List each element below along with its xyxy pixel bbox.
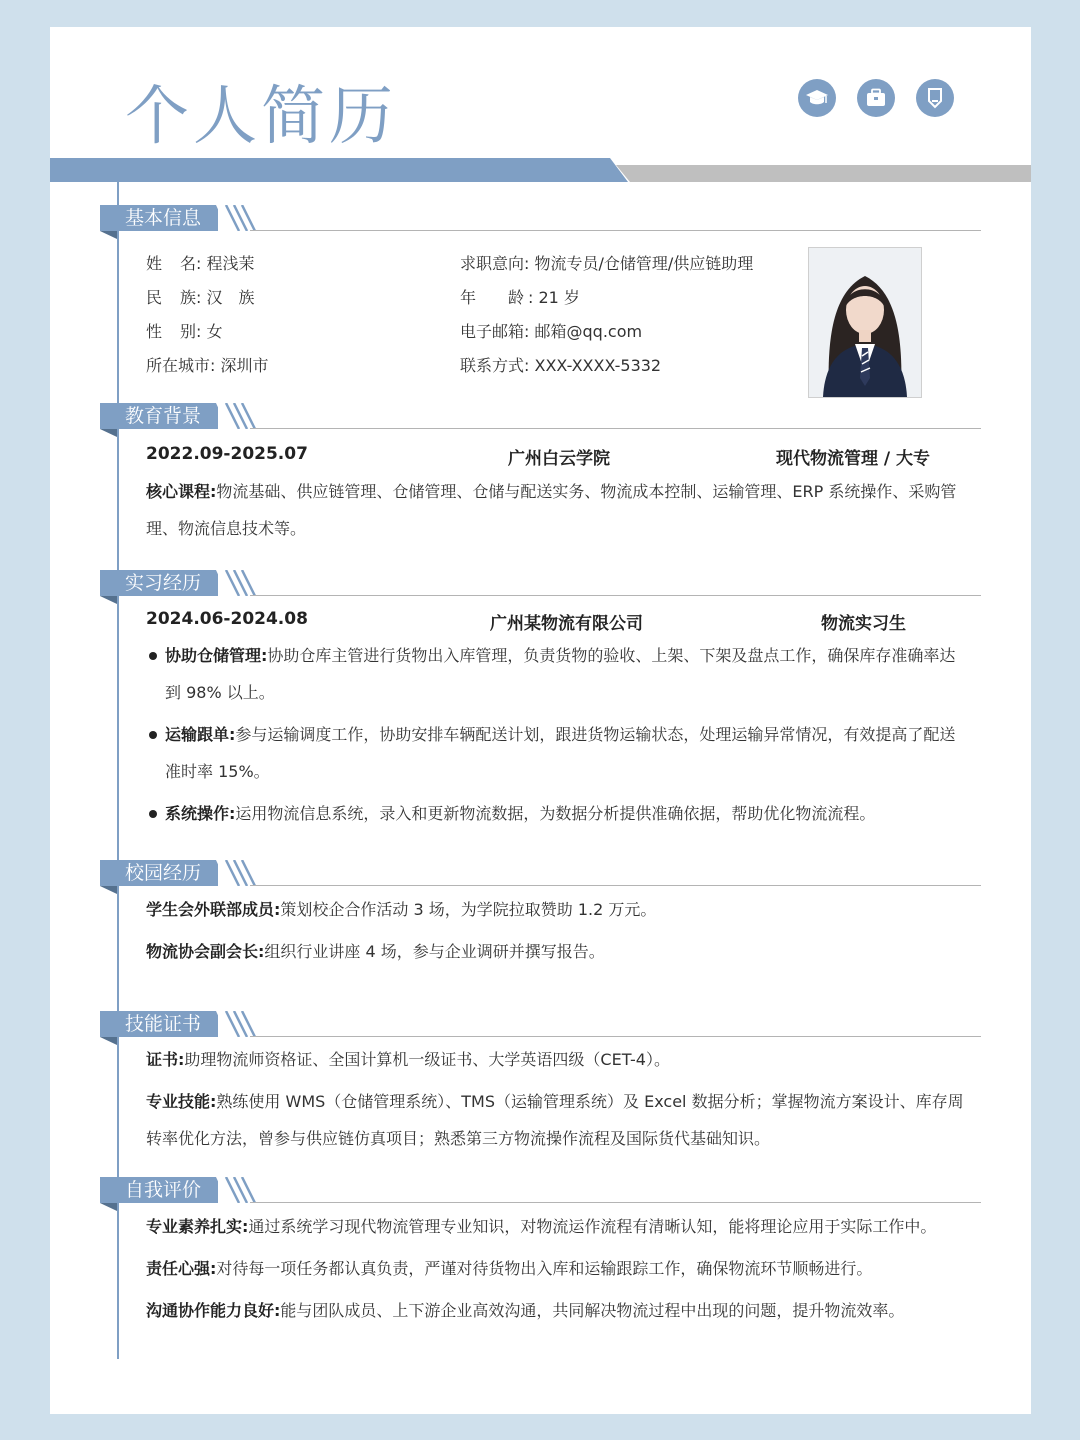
page-title: 个人简历 xyxy=(125,80,397,154)
email-row: 电子邮箱: 邮箱@qq.com xyxy=(460,322,643,341)
section-header-internship xyxy=(100,570,981,606)
profile-photo xyxy=(808,247,922,398)
internship-period: 2024.06-2024.08 xyxy=(146,609,308,629)
self-eval-item: 沟通协作能力良好:能与团队成员、上下游企业高效沟通，共同解决物流过程中出现的问题，提升物流效率。 xyxy=(146,1301,905,1320)
header-band-gray xyxy=(616,165,1031,182)
internship-role: 物流实习生 xyxy=(821,614,906,634)
section-title: 教育背景 xyxy=(125,405,202,427)
education-period: 2022.09-2025.07 xyxy=(146,444,308,464)
gender-row: 性别: 女 xyxy=(146,322,223,341)
name-row: 姓名: 程浅茉 xyxy=(146,254,255,273)
graduation-cap-icon xyxy=(798,79,836,117)
city-row: 所在城市: 深圳市 xyxy=(146,356,269,375)
stripes-decoration xyxy=(220,570,260,596)
self-eval-item: 专业素养扎实:通过系统学习现代物流管理专业知识，对物流运作流程有清晰认知，能将理论应用于实际工作中。 xyxy=(146,1217,937,1236)
bullet-dot xyxy=(149,731,157,739)
list-item: 协助仓储管理:协助仓库主管进行货物出入库管理，负责货物的验收、上架、下架及盘点工作，确保库存准确率达到 98% 以上。 xyxy=(146,637,966,711)
phone-row: 联系方式: XXX-XXXX-5332 xyxy=(460,356,662,375)
briefcase-icon xyxy=(857,79,895,117)
campus-item: 物流协会副会长:组织行业讲座 4 场，参与企业调研并撰写报告。 xyxy=(146,942,605,961)
section-header-basic xyxy=(100,205,981,241)
section-title: 基本信息 xyxy=(125,207,202,229)
education-courses: 核心课程:物流基础、供应链管理、仓储管理、仓储与配送实务、物流成本控制、运输管理、ERP 系统操作、采购管理、物流信息技术等。 xyxy=(146,482,957,538)
skills-item: 专业技能:熟练使用 WMS（仓储管理系统）、TMS（运输管理系统）及 Excel 数据分析；掌握物流方案设计、库存周转率优化方法，曾参与供应链仿真项目；熟悉第三方物流操作流程及国际货代基础知识。 xyxy=(146,1092,964,1148)
section-title: 技能证书 xyxy=(125,1013,202,1035)
resume-page xyxy=(50,27,1031,1414)
bullet-dot xyxy=(149,652,157,660)
stripes-decoration xyxy=(220,1011,260,1037)
list-item: 运输跟单:参与运输调度工作，协助安排车辆配送计划，跟进货物运输状态，处理运输异常情况，有效提高了配送准时率 15%。 xyxy=(146,716,966,790)
tag-icon xyxy=(916,79,954,117)
header-icons xyxy=(798,79,954,117)
self-eval-item: 责任心强:对待每一项任务都认真负责，严谨对待货物出入库和运输跟踪工作，确保物流环节顺畅进行。 xyxy=(146,1259,873,1278)
campus-item: 学生会外联部成员:策划校企合作活动 3 场，为学院拉取赞助 1.2 万元。 xyxy=(146,900,657,919)
stripes-decoration xyxy=(220,403,260,429)
skills-item: 证书:助理物流师资格证、全国计算机一级证书、大学英语四级（CET-4）。 xyxy=(146,1050,670,1069)
stripes-decoration xyxy=(220,205,260,231)
ethnicity-row: 民族: 汉 族 xyxy=(146,288,255,307)
stripes-decoration xyxy=(220,860,260,886)
list-item: 系统操作:运用物流信息系统，录入和更新物流数据，为数据分析提供准确依据，帮助优化物流流程。 xyxy=(146,795,966,832)
bullet-dot xyxy=(149,810,157,818)
internship-company: 广州某物流有限公司 xyxy=(490,614,643,634)
education-school: 广州白云学院 xyxy=(508,449,610,469)
section-title: 校园经历 xyxy=(125,862,202,884)
age-row: 年 龄 : 21 岁 xyxy=(460,288,580,307)
header-band-blue xyxy=(50,158,628,182)
education-major: 现代物流管理 / 大专 xyxy=(776,449,931,469)
section-header-education xyxy=(100,403,981,439)
stripes-decoration xyxy=(220,1177,260,1203)
section-title: 自我评价 xyxy=(125,1179,202,1201)
job-row: 求职意向: 物流专员/仓储管理/供应链助理 xyxy=(460,254,754,273)
section-title: 实习经历 xyxy=(125,572,202,594)
